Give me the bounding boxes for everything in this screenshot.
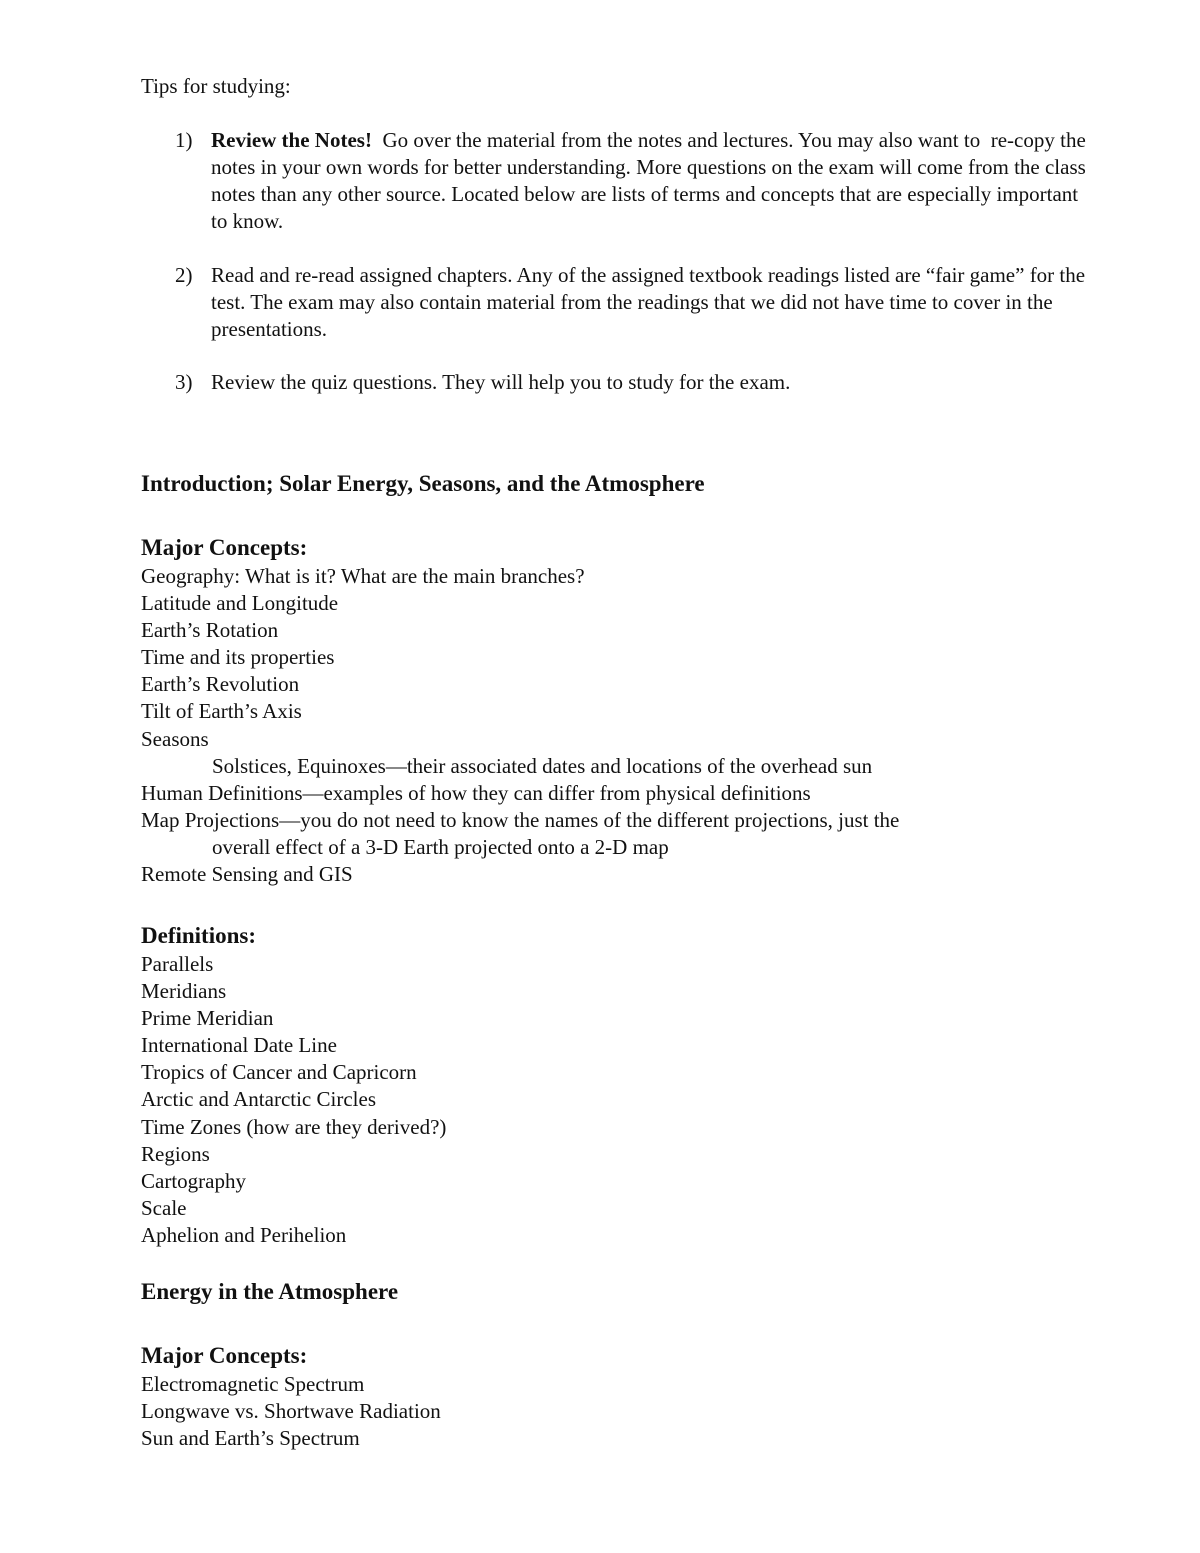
tip-body: Review the quiz questions. They will help you to study for the exam. — [211, 370, 791, 394]
list-item: Longwave vs. Shortwave Radiation — [141, 1399, 441, 1424]
list-item: Meridians — [141, 979, 227, 1004]
tip-lead: Review the Notes! — [211, 128, 372, 152]
list-item: Human Definitions—examples of how they can differ from physical definitions — [141, 780, 811, 805]
major-concepts-heading: Major Concepts: — [141, 535, 308, 560]
list-item: Seasons — [141, 726, 209, 751]
tip-body: Go over the material from the notes and lectures. You may also want to re-copy the notes in your own words for better understanding. More questions on the exam will come from the class notes than any other source. Located below are lists of terms and concepts that are especially important to know. — [211, 128, 1092, 233]
concepts-list — [141, 1371, 441, 1452]
tip-text — [211, 127, 1091, 235]
major-concepts-heading: Major Concepts: — [141, 1343, 308, 1368]
tip-number: 3) — [175, 370, 193, 394]
list-item: Earth’s Rotation — [141, 618, 279, 643]
tips-heading: Tips for studying: — [141, 74, 291, 98]
list-item: Geography: What is it? What are the main branches? — [141, 564, 585, 588]
list-item: overall effect of a 3-D Earth projected onto a 2-D map — [212, 834, 669, 859]
tip-text — [211, 369, 1091, 396]
tip-body: Read and re-read assigned chapters. Any of the assigned textbook readings listed are “fair game” for the test. The exam may also contain material from the readings that we did not have time to cover in the presentations. — [211, 263, 1086, 341]
list-item: Solstices, Equinoxes—their associated dates and locations of the overhead sun — [212, 753, 873, 778]
list-item: Regions — [141, 1141, 210, 1166]
list-item: Scale — [141, 1195, 187, 1220]
list-item: Parallels — [141, 952, 214, 976]
list-item: Tilt of Earth’s Axis — [141, 699, 302, 724]
tip-text — [211, 262, 1091, 343]
concepts-list — [141, 563, 899, 888]
tip-number: 1) — [175, 128, 193, 152]
section-title: Introduction; Solar Energy, Seasons, and the Atmosphere — [141, 471, 705, 496]
section-title: Energy in the Atmosphere — [141, 1279, 399, 1304]
list-item: Prime Meridian — [141, 1006, 274, 1031]
list-item: Latitude and Longitude — [141, 591, 339, 616]
list-item: Remote Sensing and GIS — [141, 862, 353, 887]
list-item: International Date Line — [141, 1033, 337, 1058]
list-item: Time and its properties — [141, 645, 335, 670]
definitions-list — [141, 951, 446, 1249]
list-item: Earth’s Revolution — [141, 672, 300, 697]
list-item: Cartography — [141, 1168, 246, 1193]
definitions-heading: Definitions: — [141, 923, 256, 948]
list-item: Sun and Earth’s Spectrum — [141, 1426, 360, 1451]
list-item: Time Zones (how are they derived?) — [141, 1114, 447, 1139]
list-item: Arctic and Antarctic Circles — [141, 1087, 376, 1112]
list-item: Tropics of Cancer and Capricorn — [141, 1060, 417, 1085]
list-item: Electromagnetic Spectrum — [141, 1372, 365, 1396]
list-item: Aphelion and Perihelion — [141, 1222, 347, 1247]
tip-number: 2) — [175, 263, 193, 287]
list-item: Map Projections—you do not need to know the names of the different projections, just the — [141, 807, 900, 832]
